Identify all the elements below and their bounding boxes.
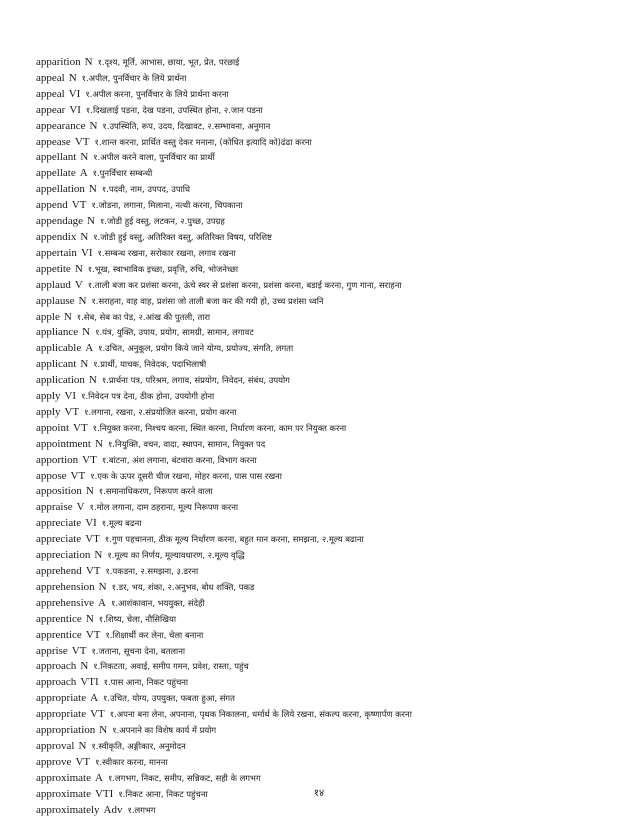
definition: १.मूल्य बढना	[101, 518, 142, 529]
dictionary-entry	[36, 532, 616, 548]
dictionary-entry	[36, 516, 616, 532]
headword: appoint	[36, 421, 69, 434]
part-of-speech: N	[78, 739, 87, 752]
part-of-speech: N	[88, 374, 97, 387]
definition: १.पदवी, नाम, उपपद, उपाधि	[101, 184, 191, 195]
part-of-speech: VT	[85, 533, 100, 546]
headword: appear	[36, 103, 66, 116]
dictionary-entry	[36, 55, 616, 71]
headword: appropriate	[36, 692, 87, 705]
definition: १.अपना बना लेना, अपनाना, पृथक निकालना, धर्मार्थ के लिये रखना, संकल्प करना, कृष्णार्पण करना	[109, 709, 412, 720]
dictionary-entry	[36, 325, 616, 341]
dictionary-entry	[36, 803, 616, 819]
headword: apparition	[36, 56, 81, 68]
headword: appellation	[36, 183, 85, 196]
definition: १.दृश्य, मूर्ति, आभास, छाया, भूत, प्रेत, परछाई	[97, 57, 240, 67]
part-of-speech: N	[85, 612, 94, 625]
part-of-speech: N	[87, 215, 95, 228]
dictionary-entry	[36, 166, 616, 182]
definition: १.उचित, योग्य, उपयुक्त, फबता हुआ, संगत	[103, 693, 235, 704]
part-of-speech: VI	[69, 103, 81, 116]
definition: १.अपील, पुनर्विचार के लिये प्रार्थना	[81, 72, 187, 83]
definition: १.नियुक्त करना, निश्चय करना, स्थित करना, निर्धारण करना, काम पर नियुक्त करना	[92, 422, 347, 433]
part-of-speech: N	[88, 183, 97, 196]
part-of-speech: VT	[90, 708, 105, 721]
headword: approval	[36, 739, 75, 752]
definition: १.शान्त करना, प्रार्थित वस्तु देकर मनाना, (कोधित इत्यादि को)ढंढा करना	[94, 136, 312, 147]
definition: १.अपनाने का विशेष कार्य में प्रयोग	[112, 725, 217, 736]
dictionary-entry	[36, 580, 616, 596]
headword: appellant	[36, 151, 77, 164]
dictionary-entry	[36, 596, 616, 612]
headword: apportion	[36, 453, 79, 466]
dictionary-entry	[36, 405, 616, 421]
dictionary-entry	[36, 484, 616, 500]
definition: १.उपस्थिति, रूप, उदय, दिखावट, २.सम्भावना, अनुमान	[102, 120, 271, 131]
part-of-speech: VT	[75, 755, 91, 768]
dictionary-entry	[36, 389, 616, 405]
part-of-speech: A	[98, 596, 106, 609]
part-of-speech: N	[95, 437, 103, 450]
definition: १.मूल्य का निर्णय, मूल्यावधारण, २.मूल्य वृद्धि	[107, 550, 245, 561]
part-of-speech: Adv	[103, 803, 123, 816]
definition: १.जताना, सूचना देना, बतलाना	[91, 645, 186, 656]
dictionary-entry	[36, 230, 616, 246]
dictionary-entry	[36, 659, 616, 675]
dictionary-entry	[36, 294, 616, 310]
dictionary-entry	[36, 707, 616, 723]
headword: appendix	[36, 230, 77, 243]
headword: appraise	[36, 501, 73, 514]
part-of-speech: N	[80, 230, 89, 243]
headword: approach	[36, 660, 77, 673]
definition: १.लगाना, रखना, २.संप्रयोजित करना, प्रयोग करना	[84, 406, 237, 417]
definition: १.जोडी हुई वस्तु, लटकन, २.पुच्छ, उपग्रह	[99, 216, 225, 227]
part-of-speech: N	[80, 358, 89, 371]
dictionary-entry	[36, 548, 616, 564]
part-of-speech: VI	[85, 517, 97, 530]
part-of-speech: VTI	[94, 787, 114, 800]
part-of-speech: VT	[85, 628, 101, 641]
definition: १.सम्बन्ध रखना, सरोकार रखना, लगाव रखना	[97, 247, 236, 258]
definition: १.शिक्षार्थी कर लेना, चेला बनाना	[105, 629, 204, 640]
headword: apprehensive	[36, 596, 95, 609]
headword: appropriate	[36, 708, 87, 721]
dictionary-entry	[36, 755, 616, 771]
headword: appliance	[36, 326, 79, 339]
definition: १.निकट आना, निकट पहुंचना	[118, 788, 208, 799]
part-of-speech: VT	[71, 199, 87, 212]
definition: १.आशंकावान, भययुक्त, संदेही	[110, 597, 205, 608]
dictionary-entry	[36, 87, 616, 103]
definition: १.निकटता, अवाई, समीप गमन, प्रवेश, रास्ता, पहुंच	[93, 661, 249, 672]
dictionary-entry	[36, 564, 616, 580]
dictionary-entry	[36, 437, 616, 453]
definition: १.समानाधिकरण, निरूपण करने वाला	[98, 486, 213, 497]
definition: १.उचित, अनुकूल, प्रयोग किये जाने योग्य, प्रयोज्य, संगति, लगता	[98, 343, 294, 354]
dictionary-entry	[36, 278, 616, 294]
part-of-speech: N	[99, 724, 108, 737]
definition: १.लगभग	[127, 804, 156, 815]
definition: १.स्वीकृति, अङ्गीकार, अनुमोदन	[91, 740, 186, 751]
dictionary-entry	[36, 373, 616, 389]
headword: apprentice	[36, 628, 82, 641]
part-of-speech: V	[74, 278, 83, 291]
dictionary-entry	[36, 453, 616, 469]
dictionary-entry	[36, 262, 616, 278]
headword: apple	[36, 310, 60, 323]
part-of-speech: N	[80, 660, 89, 673]
dictionary-entry	[36, 691, 616, 707]
headword: approximately	[36, 803, 100, 816]
definition: १.भूख, स्वाभाविक इच्छा, प्रवृत्ति, रुचि, भोजनेच्छा	[87, 263, 239, 274]
headword: appose	[36, 469, 67, 482]
dictionary-entry	[36, 500, 616, 516]
headword: apply	[36, 405, 61, 418]
headword: appeal	[36, 71, 65, 84]
part-of-speech: N	[78, 294, 87, 307]
definition: १.प्रार्थना पत्र, परिश्रम, लगाव, संप्रयोग, निवेदन, संबंध, उपयोग	[101, 375, 290, 386]
part-of-speech: N	[85, 485, 94, 498]
headword: appointment	[36, 437, 91, 450]
definition: १.पकडना, २.समझना, ३.डरना	[105, 566, 199, 576]
dictionary-entry	[36, 469, 616, 485]
part-of-speech: VI	[68, 87, 81, 100]
definition: १.लगभग, निकट, समीप, सन्निकट, सही के लगभग	[107, 772, 261, 783]
headword: approximate	[36, 771, 91, 784]
part-of-speech: V	[76, 501, 85, 514]
part-of-speech: VI	[80, 246, 93, 259]
definition: १.निवेदन पत्र देना, ठीक होना, उपयोगी होना	[81, 391, 215, 402]
dictionary-entry	[36, 628, 616, 644]
definition: १.पास आना, निकट पहुंचना	[103, 677, 189, 688]
part-of-speech: N	[98, 580, 107, 593]
part-of-speech: VT	[74, 135, 90, 148]
dictionary-entry	[36, 723, 616, 739]
headword: application	[36, 374, 85, 387]
definition: १.सराहना, वाह वाह, प्रशंसा जो ताली बजा कर की गयी हो, उच्च प्रशंसा ध्वनि	[91, 295, 324, 306]
dictionary-entry	[36, 644, 616, 660]
headword: apply	[36, 390, 61, 403]
part-of-speech: A	[79, 167, 88, 180]
headword: appellate	[36, 167, 76, 180]
definition: १.जोडना, लगाना, मिलाना, नत्थी करना, चिपकाना	[91, 200, 243, 211]
part-of-speech: N	[84, 56, 93, 68]
headword: apprehend	[36, 565, 82, 577]
part-of-speech: VT	[70, 469, 86, 482]
part-of-speech: VT	[71, 644, 87, 657]
dictionary-entry	[36, 198, 616, 214]
headword: appreciate	[36, 517, 82, 530]
headword: appreciate	[36, 533, 82, 546]
headword: applause	[36, 294, 75, 307]
headword: apprise	[36, 644, 68, 657]
part-of-speech: N	[82, 326, 91, 339]
definition: १.बांटना, अंश लगाना, बंटवारा करना, विभाग करना	[101, 454, 257, 465]
headword: apposition	[36, 485, 82, 498]
dictionary-entry	[36, 182, 616, 198]
dictionary-entry	[36, 341, 616, 357]
part-of-speech: A	[85, 342, 94, 355]
dictionary-entry	[36, 214, 616, 230]
headword: applicant	[36, 358, 77, 371]
part-of-speech: VT	[82, 453, 97, 466]
headword: apprentice	[36, 612, 82, 625]
part-of-speech: A	[94, 771, 103, 784]
dictionary-entry	[36, 675, 616, 691]
dictionary-entry	[36, 71, 616, 87]
definition: १.दिखलाई पडना, देख पडना, उपस्थित होना, २.जान पडना	[85, 104, 263, 115]
dictionary-entry	[36, 246, 616, 262]
dictionary-entry	[36, 150, 616, 166]
definition: १.नियुक्ति, वचन, वादा, स्थापन, सामान, नियुक्त पद	[107, 438, 266, 449]
headword: append	[36, 199, 68, 212]
definition: १.पुनर्विचार सम्बन्धी	[92, 168, 153, 179]
dictionary-entry	[36, 421, 616, 437]
definition: १.मोल लगाना, दाम ठहराना, मूल्य निरूपण करना	[89, 502, 239, 513]
part-of-speech: VT	[85, 565, 101, 577]
dictionary-entry	[36, 612, 616, 628]
part-of-speech: N	[63, 310, 72, 323]
headword: appetite	[36, 262, 71, 275]
definition: १.शिष्य, चेला, नौसिखिया	[98, 613, 176, 624]
part-of-speech: N	[68, 71, 77, 84]
dictionary-entry	[36, 135, 616, 151]
definition: १.जोडी हुई वस्तु, अतिरिक्त वस्तु, अतिरिक्त विषय, परिशिष्ट	[93, 231, 272, 242]
dictionary-entry	[36, 310, 616, 326]
part-of-speech: N	[89, 119, 98, 132]
dictionary-entry	[36, 357, 616, 373]
page-number: १४	[313, 788, 325, 799]
definition: १.एक के ऊपर दूसरी चीज रखना, मोहर करना, पास पास रखना	[90, 470, 282, 481]
part-of-speech: VTI	[80, 676, 99, 689]
dictionary-entry	[36, 103, 616, 119]
part-of-speech: N	[94, 549, 103, 562]
headword: applaud	[36, 278, 71, 291]
definition: १.अपील करने वाला, पुनर्विचार का प्रार्थी	[93, 152, 215, 163]
part-of-speech: VT	[64, 405, 80, 418]
headword: approve	[36, 755, 72, 768]
definition: १.ताली बजा कर प्रशंसा करना, ऊंचे स्वर से प्रशंसा करना, प्रशंसा करना, बडाई करना, गुण गाना, सराहना	[87, 279, 402, 290]
definition: १.प्रार्थी, याचक, निवेदक, पदाभिलाषी	[93, 359, 207, 370]
headword: appreciation	[36, 549, 91, 562]
headword: appertain	[36, 246, 77, 259]
definition: १.स्वीकार करना, मानना	[95, 756, 168, 767]
part-of-speech: N	[80, 151, 89, 164]
definition: १.गुण पहचानना, ठीक मूल्य निर्धारण करना, बहुत मान करना, समझना, २.मूल्य बढाना	[104, 534, 364, 545]
entry-list	[36, 55, 616, 819]
definition: १.अपील करना, पुनर्विचार के लिये प्रार्थना करना	[85, 88, 229, 99]
dictionary-entry	[36, 739, 616, 755]
part-of-speech: N	[74, 262, 83, 275]
headword: applicable	[36, 342, 82, 355]
headword: apprehension	[36, 580, 95, 593]
headword: appendage	[36, 215, 84, 228]
headword: appeal	[36, 87, 65, 100]
part-of-speech: VI	[64, 390, 77, 403]
headword: appease	[36, 135, 71, 148]
headword: approach	[36, 676, 77, 689]
headword: approximate	[36, 787, 91, 800]
definition: १.यंत्र, युक्ति, उपाय, प्रयोग, सामग्री, सामान, लगावट	[95, 327, 254, 338]
headword: appearance	[36, 119, 86, 132]
part-of-speech: VT	[73, 421, 88, 434]
definition: १.डर, भय, शंका, २.अनुभव, बोध शक्ति, पकड	[111, 581, 255, 592]
part-of-speech: A	[90, 692, 99, 705]
definition: १.सेब, सेब का पेड, २.आंख की पुतली, तारा	[76, 311, 211, 322]
dictionary-entry	[36, 119, 616, 135]
headword: appropriation	[36, 724, 96, 737]
